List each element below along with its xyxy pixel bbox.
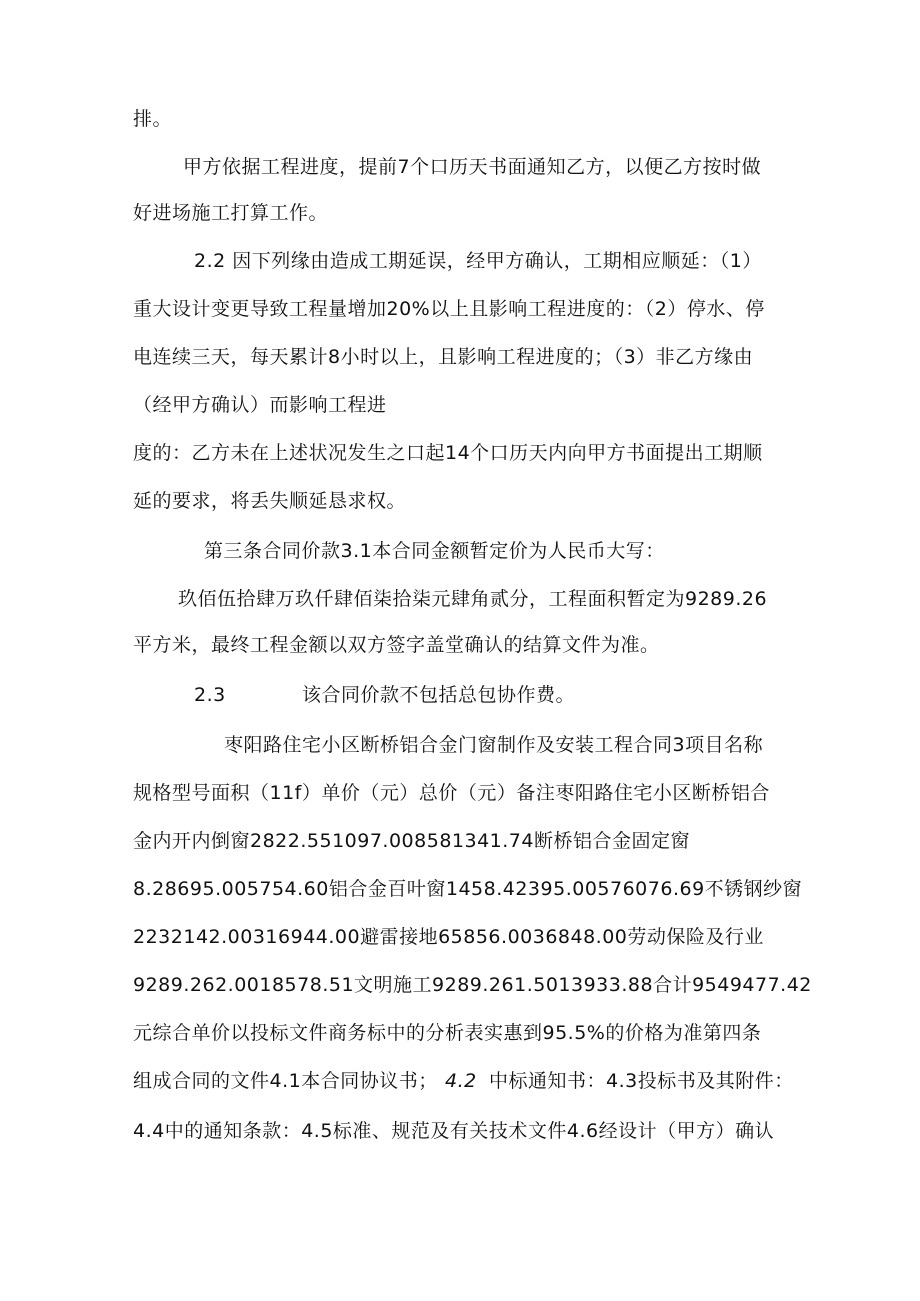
paragraph-line-16: 金内开内倒窗2822.551097.008581341.74断桥铝合金固定窗: [133, 830, 690, 852]
paragraph-line-20: 元综合单价以投标文件商务标中的分析表实惠到95.5%的价格为准第四条: [133, 1022, 762, 1044]
paragraph-line-5: 重大设计变更导致工程量增加20%以上且影响工程进度的：（2）停水、停: [133, 298, 765, 320]
paragraph-line-19: 9289.262.0018578.51文明施工9289.261.5013933.88合计9549477.42: [133, 974, 812, 996]
paragraph-line-12: 平方米，最终工程金额以双方签字盖堂确认的结算文件为准。: [133, 634, 660, 656]
section-number: 2.3: [194, 684, 226, 706]
paragraph-line-10: 第三条合同价款3.1本合同金额暂定价为人民币大写：: [204, 540, 665, 562]
paragraph-line-18: 2232142.00316944.00避雷接地65856.0036848.00劳动保险及行业: [133, 926, 764, 948]
paragraph-line-15: 规格型号面积（11f）单价（元）总价（元）备注枣阳路住宅小区断桥铝合: [133, 782, 770, 804]
paragraph-line-13: 该合同价款不包括总包协作费。: [302, 684, 576, 706]
paragraph-line-9: 延的要求，将丢失顺延恳求权。: [133, 490, 407, 512]
paragraph-line-2: 甲方依据工程进度，提前7个口历天书面通知乙方，以便乙方按时做: [183, 156, 762, 178]
paragraph-line-22: 4.4中的通知条款：4.5标准、规范及有关技术文件4.6经设计（甲方）确认: [133, 1120, 775, 1142]
paragraph-line-11: 玖佰伍拾肆万玖仟肆佰柒拾柒元肆角贰分，工程面积暂定为9289.26: [178, 588, 768, 610]
paragraph-line-21c: 中标通知书：4.3投标书及其附件：: [489, 1070, 794, 1092]
paragraph-line-21b: 4.2: [445, 1070, 477, 1092]
paragraph-line-21a: 组成合同的文件4.1本合同协议书；: [133, 1070, 438, 1092]
paragraph-line-14: 枣阳路住宅小区断桥铝合金门窗制作及安装工程合同3项目名称: [224, 734, 764, 756]
paragraph-line-1: 排。: [133, 108, 173, 130]
paragraph-line-7: （经甲方确认）而影响工程进: [133, 394, 387, 416]
paragraph-line-3: 好进场施工打算工作。: [133, 202, 329, 224]
paragraph-line-4: 2.2 因下列缘由造成工期延误，经甲方确认，工期相应顺延：（1）: [194, 250, 762, 272]
paragraph-line-17: 8.28695.005754.60铝合金百叶窗1458.42395.00576076.69不锈钢纱窗: [133, 878, 803, 900]
paragraph-line-6: 电连续三天，每天累计8小时以上，且影响工程进度的；（3）非乙方缘由: [133, 346, 754, 368]
paragraph-line-8: 度的：乙方未在上述状况发生之口起14个口历天内向甲方书面提出工期顺: [133, 442, 763, 464]
